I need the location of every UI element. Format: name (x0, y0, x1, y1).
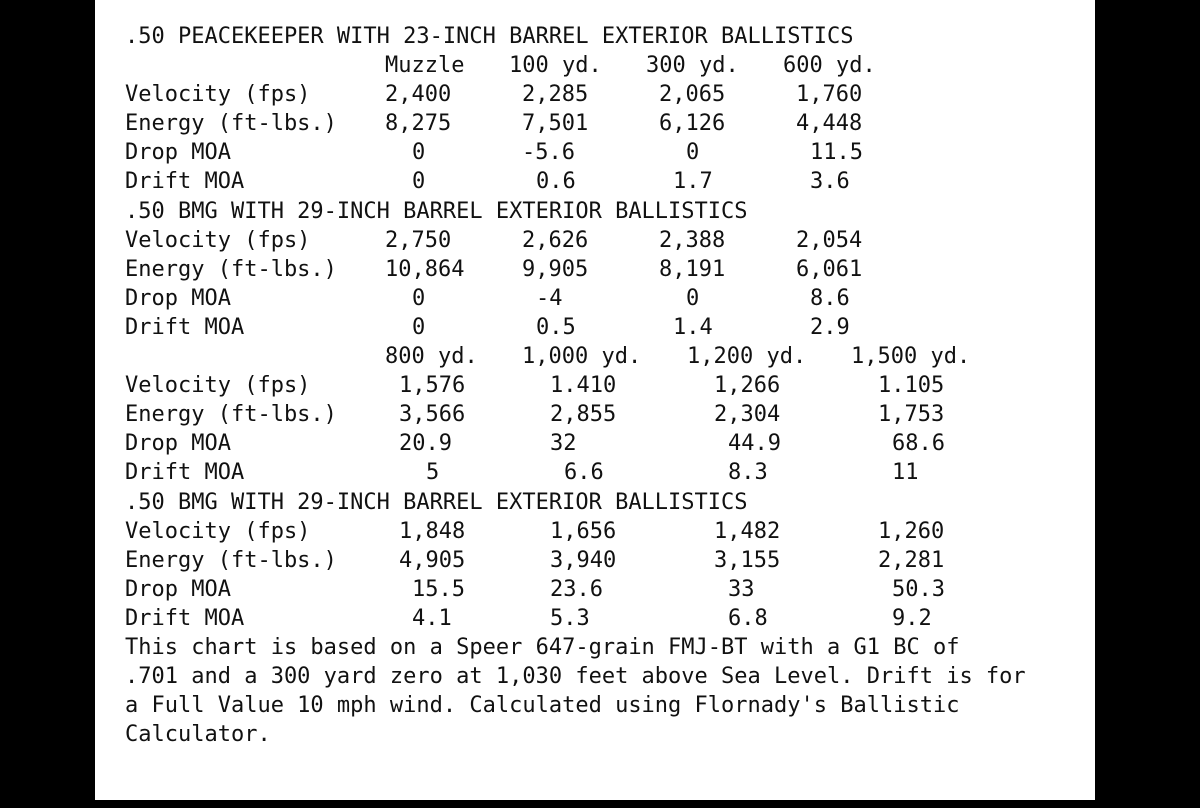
table-cell: 8,191 (659, 256, 726, 282)
table-cell: 2,855 (550, 402, 617, 428)
table-cell: 0 (686, 285, 700, 311)
row-label: Drift MOA (125, 169, 245, 195)
table-cell: 23.6 (550, 576, 603, 602)
table-cell: 2,054 (796, 227, 863, 253)
table-cell: 20.9 (399, 431, 452, 457)
table-cell: 6.6 (564, 460, 604, 486)
row-label: Drop MOA (125, 576, 231, 602)
column-header: 600 yd. (783, 53, 876, 79)
column-header: Muzzle (385, 53, 465, 79)
table-cell: 8.6 (810, 285, 850, 311)
table-cell: -5.6 (522, 140, 575, 166)
column-header-row (125, 342, 1026, 371)
section-title-text: .50 BMG WITH 29-INCH BARREL EXTERIOR BALLISTICS (125, 489, 748, 515)
section-title-text: .50 PEACEKEEPER WITH 23-INCH BARREL EXTERIOR BALLISTICS (125, 24, 854, 49)
footnote-line: Calculator. (125, 722, 271, 748)
table-cell: 2.9 (810, 314, 850, 340)
row-label: Energy (ft-lbs.) (125, 111, 337, 137)
ballistics-document (125, 22, 1026, 749)
table-cell: 3.6 (810, 169, 850, 195)
column-header: 1,500 yd. (851, 344, 971, 370)
table-cell: 9.2 (892, 605, 932, 631)
table-row (125, 517, 1026, 546)
row-label: Energy (ft-lbs.) (125, 256, 337, 282)
table-row (125, 400, 1026, 429)
table-cell: 1,260 (878, 518, 945, 544)
table-cell: 2,400 (385, 82, 452, 108)
table-row (125, 546, 1026, 575)
section-title-text: .50 BMG WITH 29-INCH BARREL EXTERIOR BALLISTICS (125, 198, 748, 224)
table-cell: 33 (728, 576, 755, 602)
table-cell: 5.3 (550, 605, 590, 631)
table-cell: 1,482 (714, 518, 781, 544)
table-cell: 2,388 (659, 227, 726, 253)
footnote-line: a Full Value 10 mph wind. Calculated using Flornady's Ballistic (125, 693, 960, 719)
table-cell: 1,656 (550, 518, 617, 544)
footnote-line: .701 and a 300 yard zero at 1,030 feet above Sea Level. Drift is for (125, 664, 1026, 690)
table-cell: 8,275 (385, 111, 452, 137)
table-cell: 10,864 (385, 256, 465, 282)
table-row (125, 80, 1026, 109)
table-cell: 68.6 (892, 431, 945, 457)
row-label: Drop MOA (125, 285, 231, 311)
table-cell: 6.8 (728, 605, 768, 631)
table-row (125, 371, 1026, 400)
table-cell: 3,566 (399, 402, 466, 428)
table-cell: 0.5 (536, 314, 576, 340)
table-row (125, 226, 1026, 255)
table-row (125, 575, 1026, 604)
table-cell: -4 (536, 285, 563, 311)
row-label: Drop MOA (125, 431, 231, 457)
table-cell: 6,061 (796, 256, 863, 282)
footnote (125, 633, 1026, 749)
row-label: Velocity (fps) (125, 373, 311, 399)
table-cell: 15.5 (412, 576, 465, 602)
table-cell: 2,281 (878, 547, 945, 573)
table-cell: 0.6 (536, 169, 576, 195)
table-cell: 8.3 (728, 460, 768, 486)
row-label: Drift MOA (125, 605, 245, 631)
document-page (95, 0, 1095, 800)
section-title (125, 197, 1026, 226)
table-cell: 0 (412, 169, 426, 195)
table-row (125, 138, 1026, 167)
section-title (125, 488, 1026, 517)
table-cell: 2,304 (714, 402, 781, 428)
table-row (125, 167, 1026, 196)
table-cell: 1,848 (399, 518, 466, 544)
table-cell: 2,626 (522, 227, 589, 253)
table-cell: 2,065 (659, 82, 726, 108)
table-cell: 1,266 (714, 373, 781, 399)
table-row (125, 429, 1026, 458)
table-cell: 1.4 (673, 314, 713, 340)
row-label: Energy (ft-lbs.) (125, 402, 337, 428)
column-header: 100 yd. (509, 53, 602, 79)
table-cell: 7,501 (522, 111, 589, 137)
row-label: Velocity (fps) (125, 82, 311, 108)
table-cell: 2,285 (522, 82, 589, 108)
row-label: Drift MOA (125, 460, 245, 486)
table-row (125, 458, 1026, 487)
table-cell: 5 (426, 460, 440, 486)
table-cell: 1.105 (878, 373, 945, 399)
column-header: 800 yd. (385, 344, 478, 370)
column-header: 1,200 yd. (687, 344, 807, 370)
footnote-line: This chart is based on a Speer 647-grain FMJ-BT with a G1 BC of (125, 634, 960, 660)
table-cell: 11 (892, 460, 919, 486)
table-row (125, 313, 1026, 342)
row-label: Drop MOA (125, 140, 231, 166)
table-row (125, 255, 1026, 284)
table-row (125, 109, 1026, 138)
table-cell: 1.7 (673, 169, 713, 195)
table-cell: 4.1 (412, 605, 452, 631)
table-cell: 1,576 (399, 373, 466, 399)
table-cell: 3,940 (550, 547, 617, 573)
column-header: 1,000 yd. (522, 344, 642, 370)
table-cell: 0 (412, 140, 426, 166)
table-cell: 1,760 (796, 82, 863, 108)
row-label: Energy (ft-lbs.) (125, 547, 337, 573)
section-title (125, 22, 1026, 51)
table-cell: 9,905 (522, 256, 589, 282)
table-cell: 1,753 (878, 402, 945, 428)
column-header: 300 yd. (646, 53, 739, 79)
table-cell: 50.3 (892, 576, 945, 602)
table-cell: 0 (412, 314, 426, 340)
table-cell: 0 (412, 285, 426, 311)
table-cell: 4,905 (399, 547, 466, 573)
table-cell: 2,750 (385, 227, 452, 253)
row-label: Velocity (fps) (125, 518, 311, 544)
row-label: Drift MOA (125, 314, 245, 340)
row-label: Velocity (fps) (125, 227, 311, 253)
table-cell: 0 (686, 140, 700, 166)
table-cell: 11.5 (810, 140, 863, 166)
table-cell: 1.410 (550, 373, 617, 399)
table-cell: 4,448 (796, 111, 863, 137)
table-cell: 6,126 (659, 111, 726, 137)
table-cell: 44.9 (728, 431, 781, 457)
table-row (125, 604, 1026, 633)
column-header-row (125, 51, 1026, 80)
table-cell: 32 (550, 431, 577, 457)
table-row (125, 284, 1026, 313)
table-cell: 3,155 (714, 547, 781, 573)
